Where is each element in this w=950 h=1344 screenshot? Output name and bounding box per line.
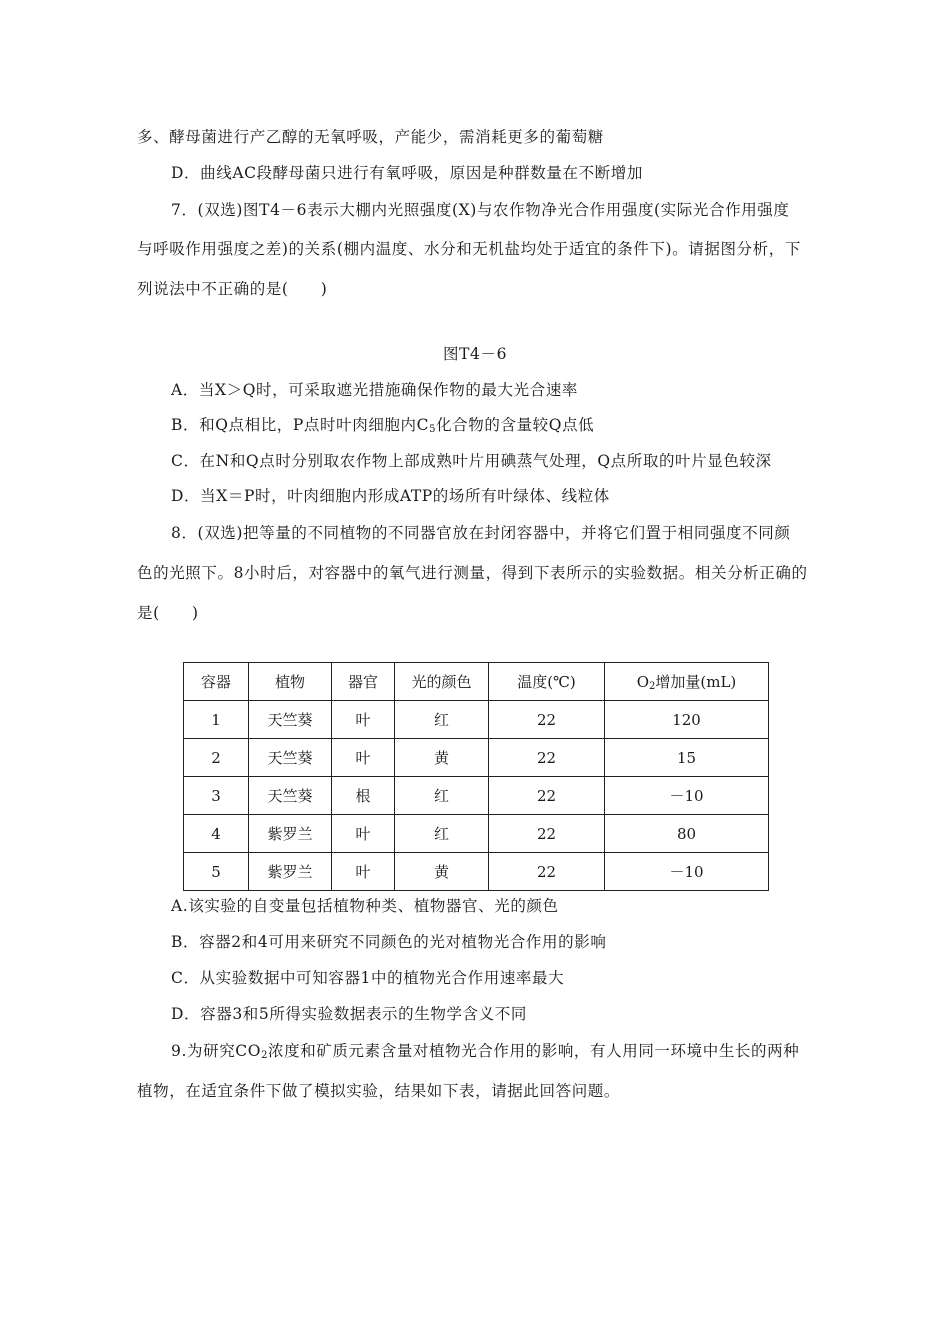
text-line: 多、酵母菌进行产乙醇的无氧呼吸，产能少，需消耗更多的葡萄糖 [137, 128, 604, 146]
option-8c: C．从实验数据中可知容器1中的植物光合作用速率最大 [171, 969, 565, 987]
table-cell: 80 [605, 815, 769, 853]
figure-caption: 图T4－6 [442, 345, 508, 363]
table-cell: 5 [184, 853, 249, 891]
text-line: 植物，在适宜条件下做了模拟实验，结果如下表，请据此回答问题。 [137, 1082, 621, 1100]
text-line: 列说法中不正确的是( ) [137, 280, 328, 298]
option-7b [171, 414, 851, 441]
table-cell: 红 [395, 777, 489, 815]
table-cell: 22 [489, 739, 605, 777]
question-7-stem: 7．(双选)图T4－6表示大棚内光照强度(X)与农作物净光合作用强度(实际光合作用强度 [171, 201, 790, 219]
question-8-stem: 8．(双选)把等量的不同植物的不同器官放在封闭容器中，并将它们置于相同强度不同颜 [171, 524, 791, 542]
table-cell: 叶 [332, 815, 395, 853]
option-7d: D．当X＝P时，叶肉细胞内形成ATP的场所有叶绿体、线粒体 [171, 487, 610, 505]
table-cell: 天竺葵 [249, 777, 332, 815]
table-header-row [184, 663, 769, 701]
subscript: 5 [429, 424, 437, 435]
column-header: 器官 [332, 663, 395, 701]
column-header: 植物 [249, 663, 332, 701]
table-cell: 叶 [332, 701, 395, 739]
table-cell: 叶 [332, 739, 395, 777]
table-cell: 天竺葵 [249, 701, 332, 739]
table-cell: 紫罗兰 [249, 853, 332, 891]
table-row [184, 701, 769, 739]
table-cell: －10 [605, 777, 769, 815]
option-8d: D．容器3和5所得实验数据表示的生物学含义不同 [171, 1005, 527, 1023]
table-row [184, 815, 769, 853]
table-cell: 22 [489, 815, 605, 853]
table-cell: 根 [332, 777, 395, 815]
table-cell: 红 [395, 701, 489, 739]
column-header [605, 663, 769, 701]
text-line: 是( ) [137, 604, 199, 622]
subscript: 2 [649, 681, 656, 692]
table-row [184, 777, 769, 815]
table-cell: 120 [605, 701, 769, 739]
table-cell: 15 [605, 739, 769, 777]
data-table [183, 662, 769, 891]
question-9-text: 浓度和矿质元素含量对植物光合作用的影响，有人用同一环境中生长的两种 [268, 1042, 800, 1060]
header-text: O [636, 673, 650, 691]
table-cell: 黄 [395, 853, 489, 891]
column-header: 温度(℃) [489, 663, 605, 701]
table-cell: 22 [489, 853, 605, 891]
table-cell: 紫罗兰 [249, 815, 332, 853]
table-cell: 天竺葵 [249, 739, 332, 777]
table-cell: 黄 [395, 739, 489, 777]
column-header: 容器 [184, 663, 249, 701]
question-9-text: 9.为研究CO [171, 1042, 262, 1060]
table-row [184, 739, 769, 777]
table-cell: 22 [489, 777, 605, 815]
table-row [184, 853, 769, 891]
table-cell: 22 [489, 701, 605, 739]
table-cell: 红 [395, 815, 489, 853]
column-header: 光的颜色 [395, 663, 489, 701]
table-cell: 3 [184, 777, 249, 815]
table-cell: 4 [184, 815, 249, 853]
table-cell: 1 [184, 701, 249, 739]
option-7b-text: B．和Q点相比，P点时叶肉细胞内C [171, 416, 430, 434]
option-7b-text: 化合物的含量较Q点低 [436, 416, 595, 434]
option-8b: B．容器2和4可用来研究不同颜色的光对植物光合作用的影响 [171, 933, 607, 951]
option-7c: C．在N和Q点时分别取农作物上部成熟叶片用碘蒸气处理，Q点所取的叶片显色较深 [171, 452, 772, 470]
table-cell: 叶 [332, 853, 395, 891]
subscript: 2 [261, 1050, 269, 1061]
header-text: 增加量(mL) [655, 673, 737, 691]
text-line: 与呼吸作用强度之差)的关系(棚内温度、水分和无机盐均处于适宜的条件下)。请据图分析，下 [137, 240, 801, 258]
table-cell: －10 [605, 853, 769, 891]
question-9-stem [171, 1040, 851, 1067]
text-line: 色的光照下。8小时后，对容器中的氧气进行测量，得到下表所示的实验数据。相关分析正确的 [137, 564, 808, 582]
option-7a: A．当X＞Q时，可采取遮光措施确保作物的最大光合速率 [171, 381, 579, 399]
table-cell: 2 [184, 739, 249, 777]
text-line: D．曲线AC段酵母菌只进行有氧呼吸，原因是种群数量在不断增加 [171, 164, 643, 182]
option-8a: A.该实验的自变量包括植物种类、植物器官、光的颜色 [171, 897, 559, 915]
